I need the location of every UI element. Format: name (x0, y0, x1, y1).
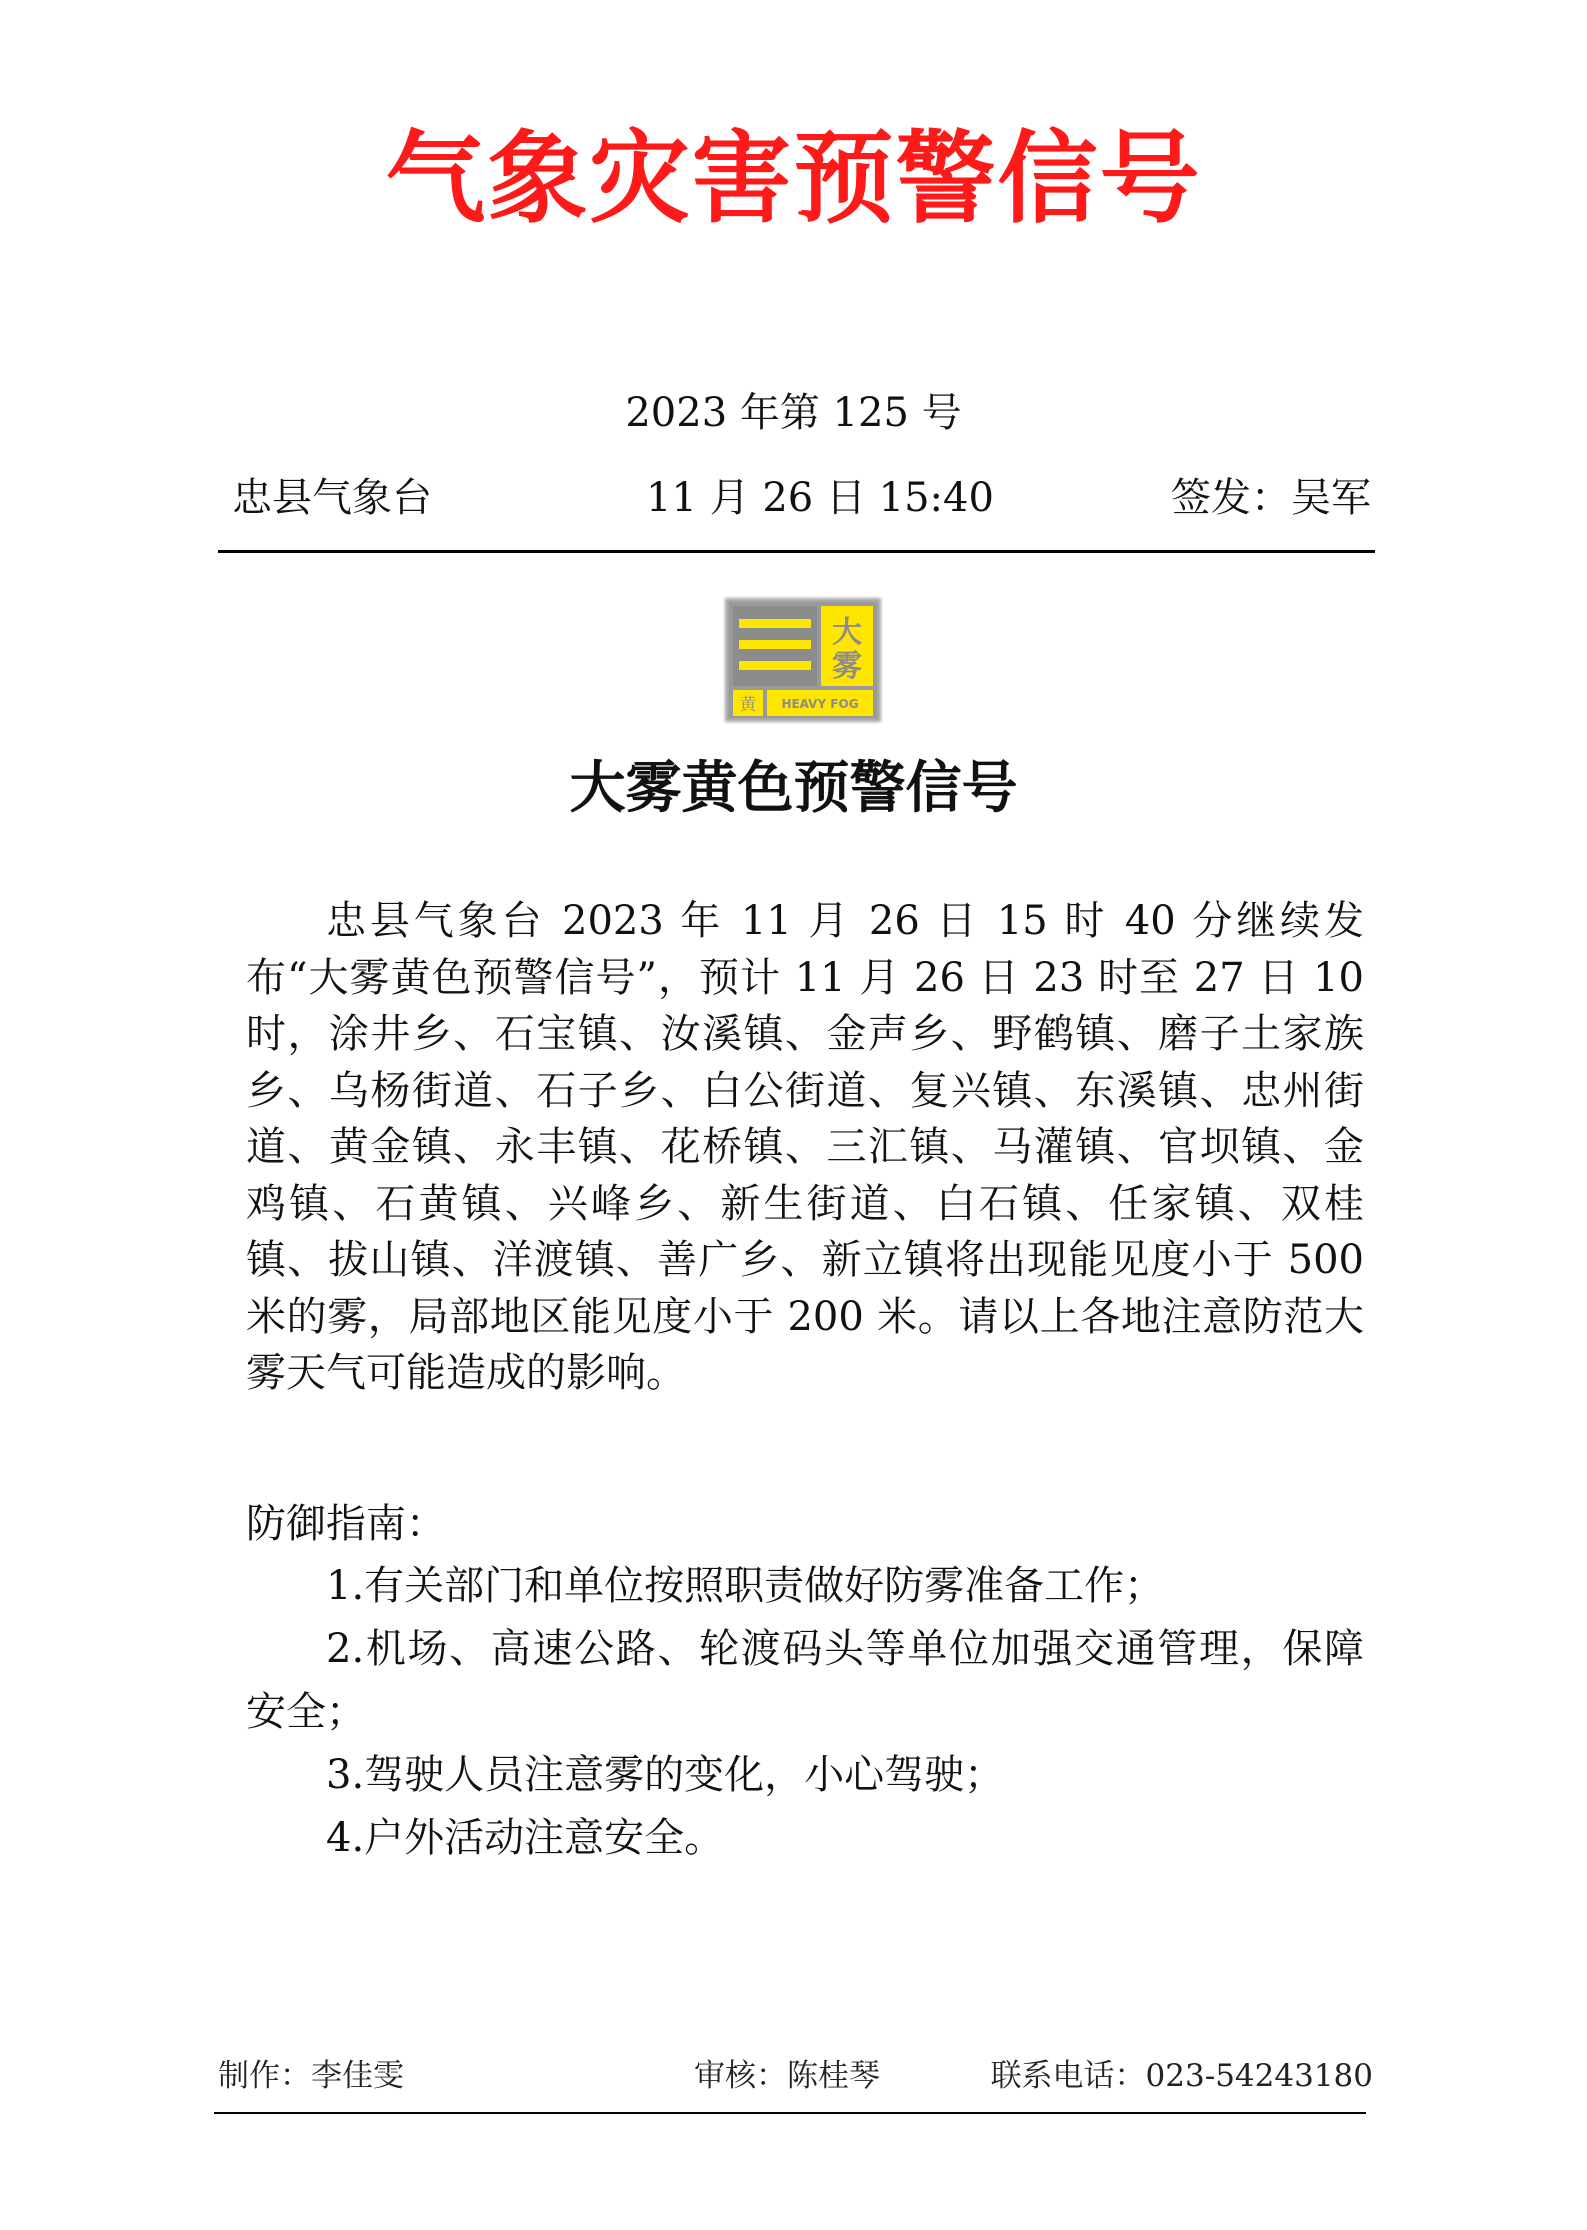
heavy-fog-yellow-warning-icon (723, 596, 883, 724)
issuer: 忠县气象台 (232, 475, 432, 521)
footer-producer: 制作：李佳雯 (218, 2058, 404, 2094)
issue-number: 2023 年第 125 号 (625, 390, 962, 436)
issue-datetime: 11 月 26 日 15:40 (646, 475, 994, 521)
footer-reviewer: 审核：陈桂琴 (694, 2058, 880, 2094)
warning-title: 大雾黄色预警信号 (569, 755, 1018, 821)
guide-item: 2.机场、高速公路、轮渡码头等单位加强交通管理，保障安全； (246, 1626, 1364, 1735)
guide-item: 4.户外活动注意安全。 (326, 1815, 725, 1861)
footer-phone: 联系电话：023-54243180 (990, 2058, 1373, 2094)
sign-label-cn: 黄 (739, 695, 757, 715)
main-title: 气象灾害预警信号 (385, 119, 1202, 237)
defense-guide-heading: 防御指南： (246, 1501, 446, 1547)
signed-by: 签发：吴军 (1171, 475, 1371, 521)
sign-glyph-top: 大 (832, 615, 862, 650)
header-divider (218, 550, 1375, 553)
defense-guide-list (246, 1555, 1364, 1870)
footer-divider (214, 2112, 1366, 2114)
guide-item: 3.驾驶人员注意雾的变化，小心驾驶； (326, 1752, 1005, 1798)
guide-item: 1.有关部门和单位按照职责做好防雾准备工作； (326, 1563, 1165, 1609)
warning-body-text: 忠县气象台 2023 年 11 月 26 日 15 时 40 分继续发布“大雾黄色预警信号”，预计 11 月 26 日 23 时至 27 日 10 时，涂井乡、石宝镇、汝溪镇、金声乡、野鹤镇、磨子土家族乡、乌杨街道、石子乡、白公街道、复兴镇、东溪镇、忠州街道、黄金镇、永丰镇、花桥镇、三汇镇、马灌镇、官坝镇、金鸡镇、石黄镇、兴峰乡、新生街道、白石镇、任家镇、双桂镇、拔山镇、洋渡镇、善广乡、新立镇将出现能见度小于 500 米的雾，局部地区能见度小于 200 米。请以上各地注意防范大雾天气可能造成的影响。 (246, 898, 1364, 1396)
sign-label-en: HEAVY FOG (781, 697, 859, 711)
sign-glyph-bottom: 雾 (832, 649, 862, 684)
